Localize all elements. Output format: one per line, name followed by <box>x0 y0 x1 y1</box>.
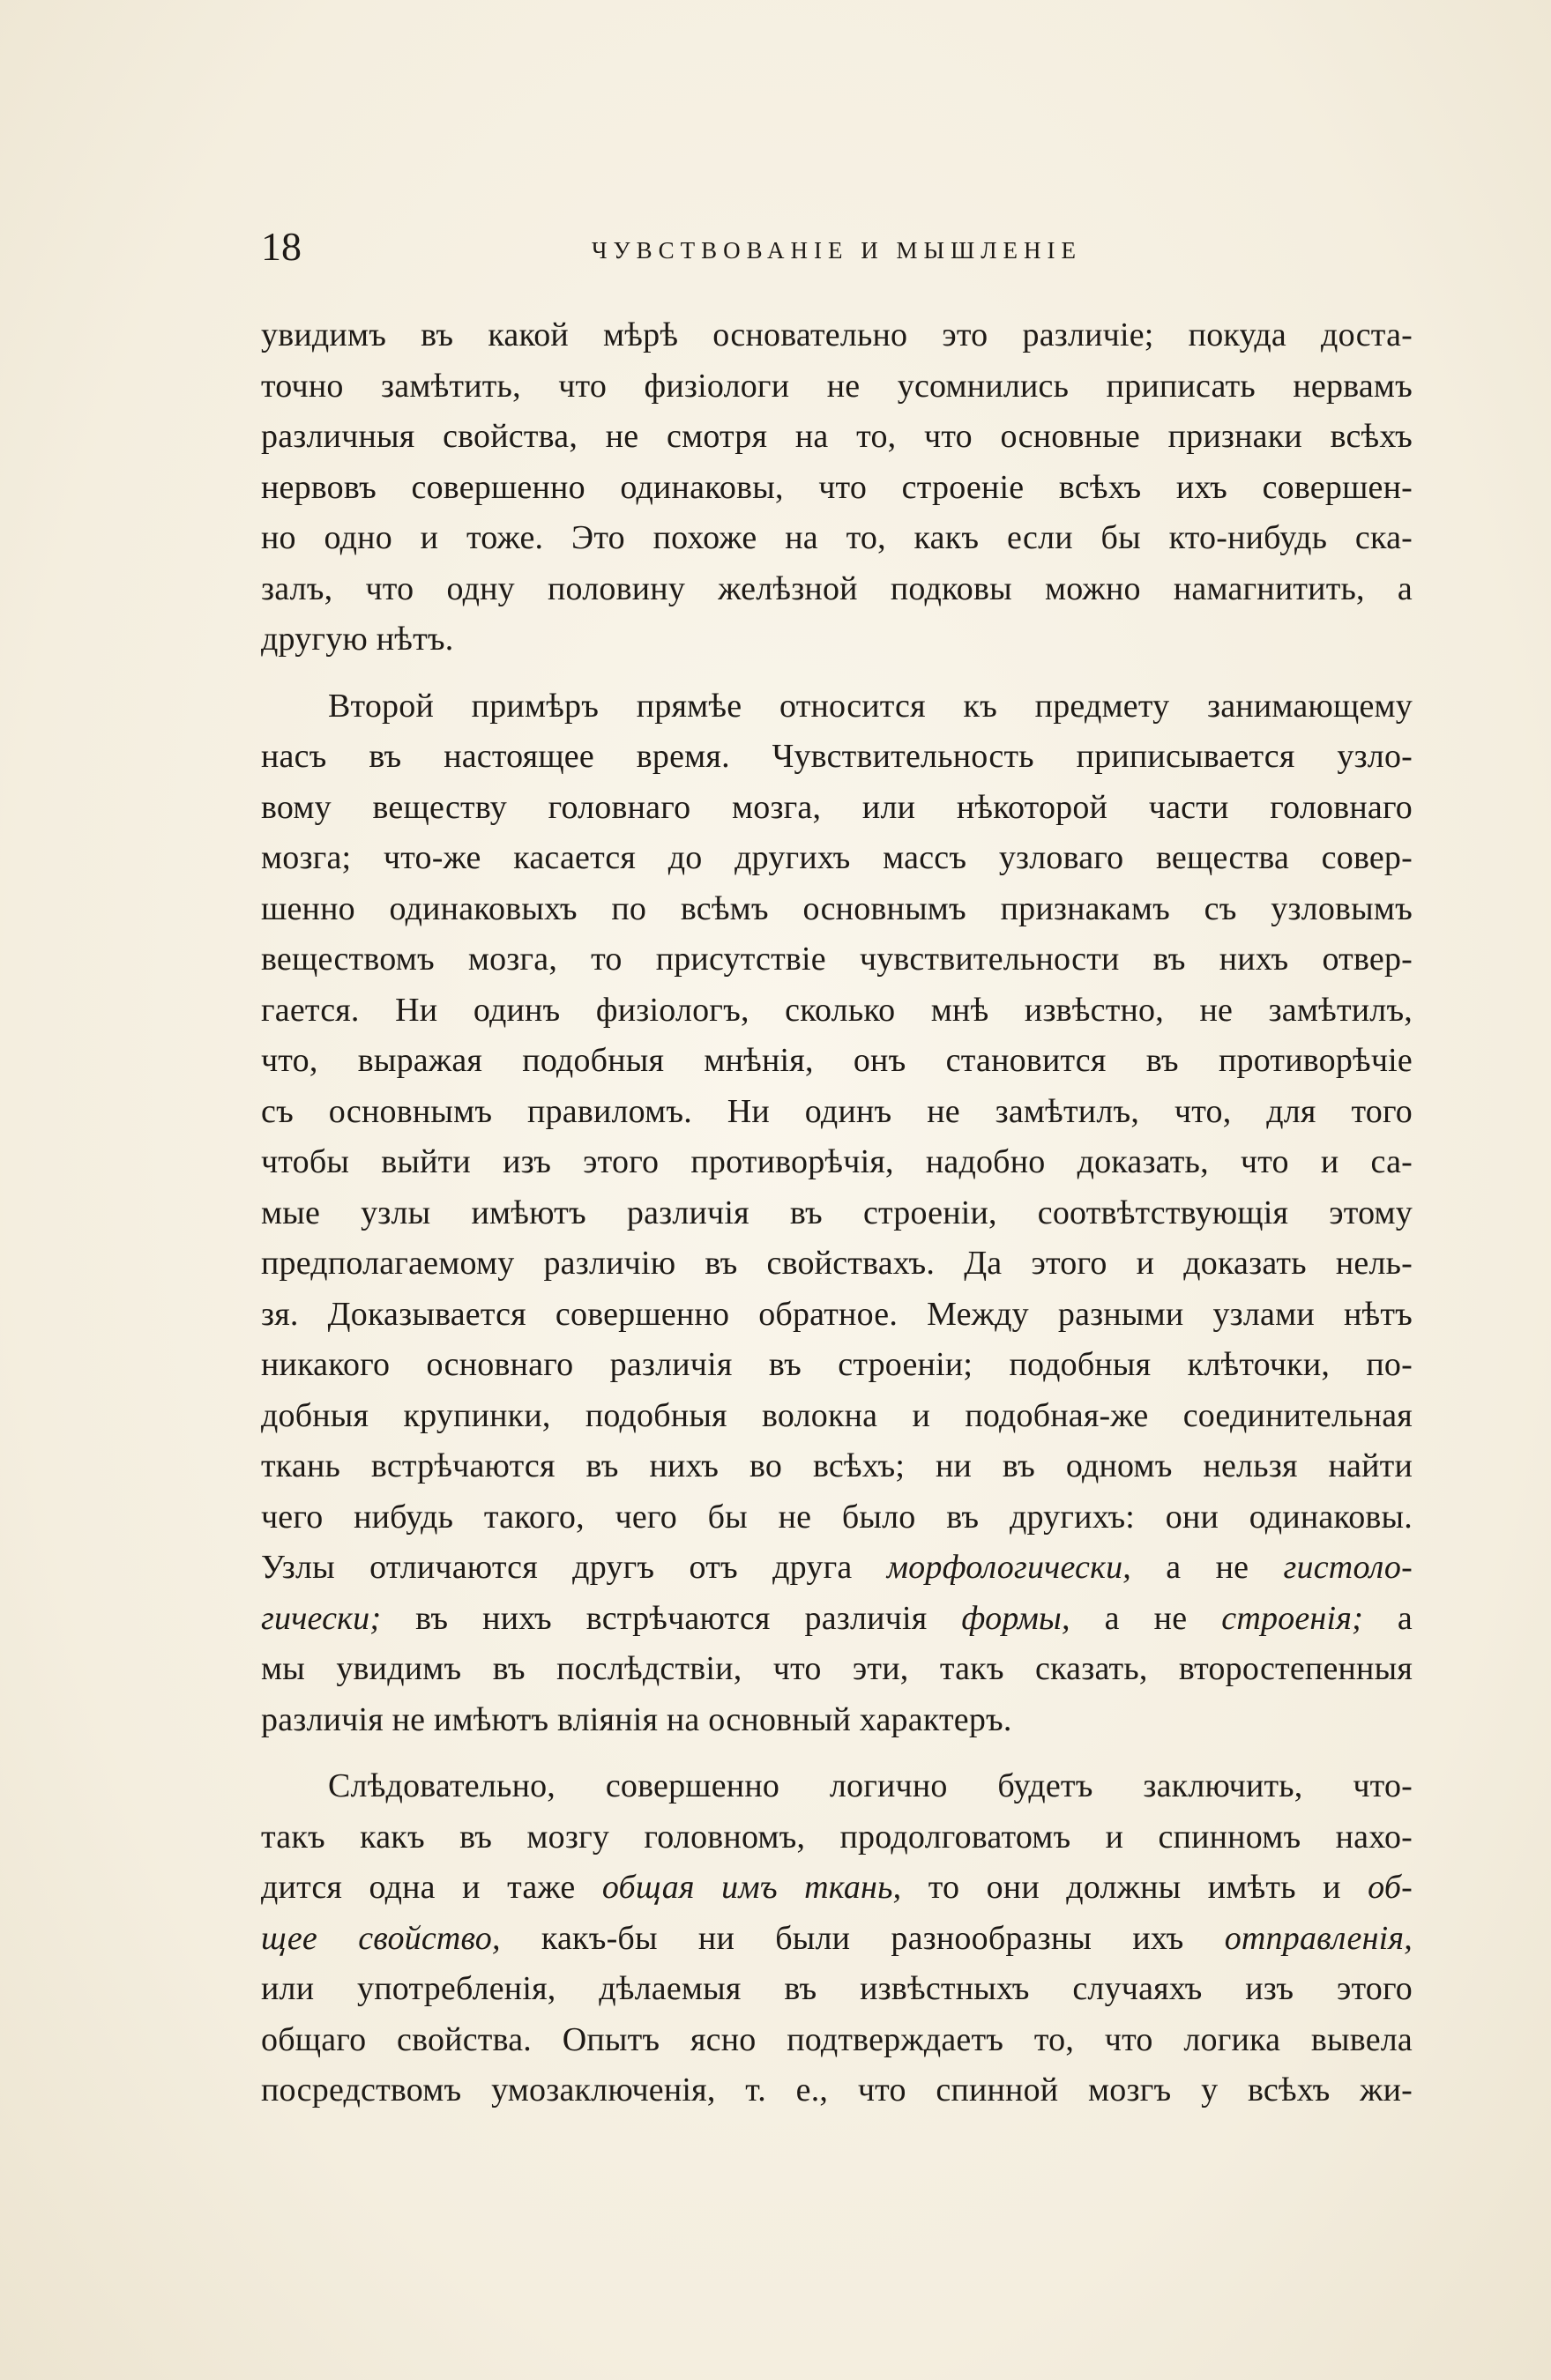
text-segment: предполагаемому различію въ свойствахъ. Да этого и доказать нель- <box>261 1245 1413 1282</box>
text-line <box>261 1863 1413 1914</box>
page-number: 18 <box>261 224 302 269</box>
italic-text: отправленія, <box>1224 1919 1413 1957</box>
text-segment: насъ въ настоящее время. Чувствительность приписывается узло- <box>261 738 1413 775</box>
italic-text: гистоло- <box>1283 1549 1413 1586</box>
text-line <box>261 1036 1413 1087</box>
text-line <box>261 1594 1413 1645</box>
text-segment: мозга; что-же касается до другихъ массъ узловаго вещества совер- <box>261 839 1413 876</box>
text-segment: что, выражая подобныя мнѣнія, онъ становится въ противорѣчіе <box>261 1042 1413 1079</box>
text-segment: мы увидимъ въ послѣдствіи, что эти, такъ сказать, второстепенныя <box>261 1650 1413 1687</box>
text-line <box>261 1695 1413 1746</box>
italic-text: формы, <box>961 1599 1070 1637</box>
text-segment: въ нихъ встрѣчаются различія <box>381 1599 962 1637</box>
body-text <box>261 310 1413 2116</box>
paragraph <box>261 1761 1413 2116</box>
text-line <box>261 2065 1413 2116</box>
text-segment: веществомъ мозга, то присутствіе чувствительности въ нихъ отвер- <box>261 941 1413 978</box>
italic-text: морфологически, <box>886 1549 1131 1586</box>
text-segment: различія не имѣютъ вліянія на основный характеръ. <box>261 1700 1012 1738</box>
text-line <box>261 783 1413 834</box>
text-line <box>261 513 1413 564</box>
paragraph-gap <box>261 1745 1413 1761</box>
text-line <box>261 1340 1413 1391</box>
text-line <box>261 2015 1413 2066</box>
text-line <box>261 1441 1413 1492</box>
italic-text: общая имъ ткань, <box>601 1869 902 1906</box>
text-segment: шенно одинаковыхъ по всѣмъ основнымъ признакамъ съ узловымъ <box>261 889 1413 927</box>
text-line <box>261 1391 1413 1442</box>
text-segment: зя. Доказывается совершенно обратное. Между разными узлами нѣтъ <box>261 1295 1413 1333</box>
text-line <box>261 1914 1413 1965</box>
text-line <box>261 681 1413 733</box>
italic-text: щее свойство, <box>261 1919 501 1957</box>
text-line <box>261 1492 1413 1543</box>
text-line <box>261 1290 1413 1341</box>
text-segment: такъ какъ въ мозгу головномъ, продолговатомъ и спинномъ нахо- <box>261 1818 1413 1856</box>
text-segment: а <box>1362 1599 1413 1637</box>
text-line <box>261 985 1413 1037</box>
text-line <box>261 1761 1413 1812</box>
text-segment: но одно и тоже. Это похоже на то, какъ если бы кто-нибудь ска- <box>261 519 1413 556</box>
text-segment: посредствомъ умозаключенія, т. е., что спинной мозгъ у всѣхъ жи- <box>261 2071 1413 2109</box>
text-segment: съ основнымъ правиломъ. Ни одинъ не замѣтилъ, что, для того <box>261 1092 1413 1130</box>
text-line <box>261 310 1413 361</box>
text-line <box>261 1543 1413 1594</box>
text-segment: ткань встрѣчаются въ нихъ во всѣхъ; ни въ одномъ нельзя найти <box>261 1447 1413 1484</box>
text-segment: дится одна и таже <box>261 1869 602 1906</box>
text-segment: Второй примѣръ прямѣе относится къ предмету занимающему <box>328 687 1413 725</box>
text-line <box>261 1137 1413 1188</box>
text-segment: а не <box>1070 1599 1222 1637</box>
text-line <box>261 732 1413 783</box>
text-segment: или употребленія, дѣлаемыя въ извѣстныхъ случаяхъ изъ этого <box>261 1970 1413 2007</box>
paragraph-gap <box>261 666 1413 681</box>
text-line <box>261 1812 1413 1863</box>
italic-text: гически; <box>261 1599 382 1637</box>
text-line <box>261 361 1413 413</box>
text-line <box>261 463 1413 514</box>
text-segment: Узлы отличаются другъ отъ друга <box>261 1549 887 1586</box>
page-header <box>261 220 1413 273</box>
italic-text: об- <box>1368 1869 1413 1906</box>
text-segment: чтобы выйти изъ этого противорѣчія, надобно доказать, что и са- <box>261 1143 1413 1180</box>
text-line <box>261 412 1413 463</box>
text-segment: добныя крупинки, подобныя волокна и подобная-же соединительная <box>261 1396 1413 1434</box>
text-line <box>261 1238 1413 1290</box>
text-segment: то они должны имѣть и <box>901 1869 1368 1906</box>
text-line <box>261 1188 1413 1239</box>
paragraph <box>261 681 1413 1746</box>
text-line <box>261 934 1413 985</box>
text-line <box>261 1964 1413 2015</box>
text-line <box>261 614 1413 666</box>
text-segment: мые узлы имѣютъ различія въ строеніи, соотвѣтствующія этому <box>261 1194 1413 1231</box>
text-segment: другую нѣтъ. <box>261 621 454 658</box>
text-segment: чего нибудь такого, чего бы не было въ другихъ: они одинаковы. <box>261 1498 1413 1536</box>
text-segment: гается. Ни одинъ физіологъ, сколько мнѣ извѣстно, не замѣтилъ, <box>261 991 1413 1029</box>
running-head: ЧУВСТВОВАНІЕ И МЫШЛЕНІЕ <box>591 237 1083 264</box>
text-segment: залъ, что одну половину желѣзной подковы можно намагнитить, а <box>261 569 1413 607</box>
text-segment: нервовъ совершенно одинаковы, что строеніе всѣхъ ихъ совершен- <box>261 468 1413 506</box>
text-line <box>261 884 1413 935</box>
text-segment: какъ-бы ни были разнообразны ихъ <box>500 1919 1225 1957</box>
text-segment: Слѣдовательно, совершенно логично будетъ заключить, что- <box>328 1767 1413 1804</box>
text-segment: а не <box>1131 1549 1284 1586</box>
italic-text: строенія; <box>1221 1599 1363 1637</box>
text-segment: никакого основнаго различія въ строеніи; подобныя клѣточки, по- <box>261 1346 1413 1383</box>
text-line <box>261 1087 1413 1138</box>
text-segment: различныя свойства, не смотря на то, что основные признаки всѣхъ <box>261 418 1413 455</box>
text-line <box>261 564 1413 615</box>
paragraph <box>261 310 1413 666</box>
text-segment: точно замѣтить, что физіологи не усомнились приписать нервамъ <box>261 367 1413 405</box>
text-segment: общаго свойства. Опытъ ясно подтверждаетъ то, что логика вывела <box>261 2020 1413 2058</box>
text-segment: вому веществу головнаго мозга, или нѣкоторой части головнаго <box>261 788 1413 826</box>
text-line <box>261 1644 1413 1695</box>
text-line <box>261 833 1413 884</box>
text-segment: увидимъ въ какой мѣрѣ основательно это различіе; покуда доста- <box>261 316 1413 353</box>
